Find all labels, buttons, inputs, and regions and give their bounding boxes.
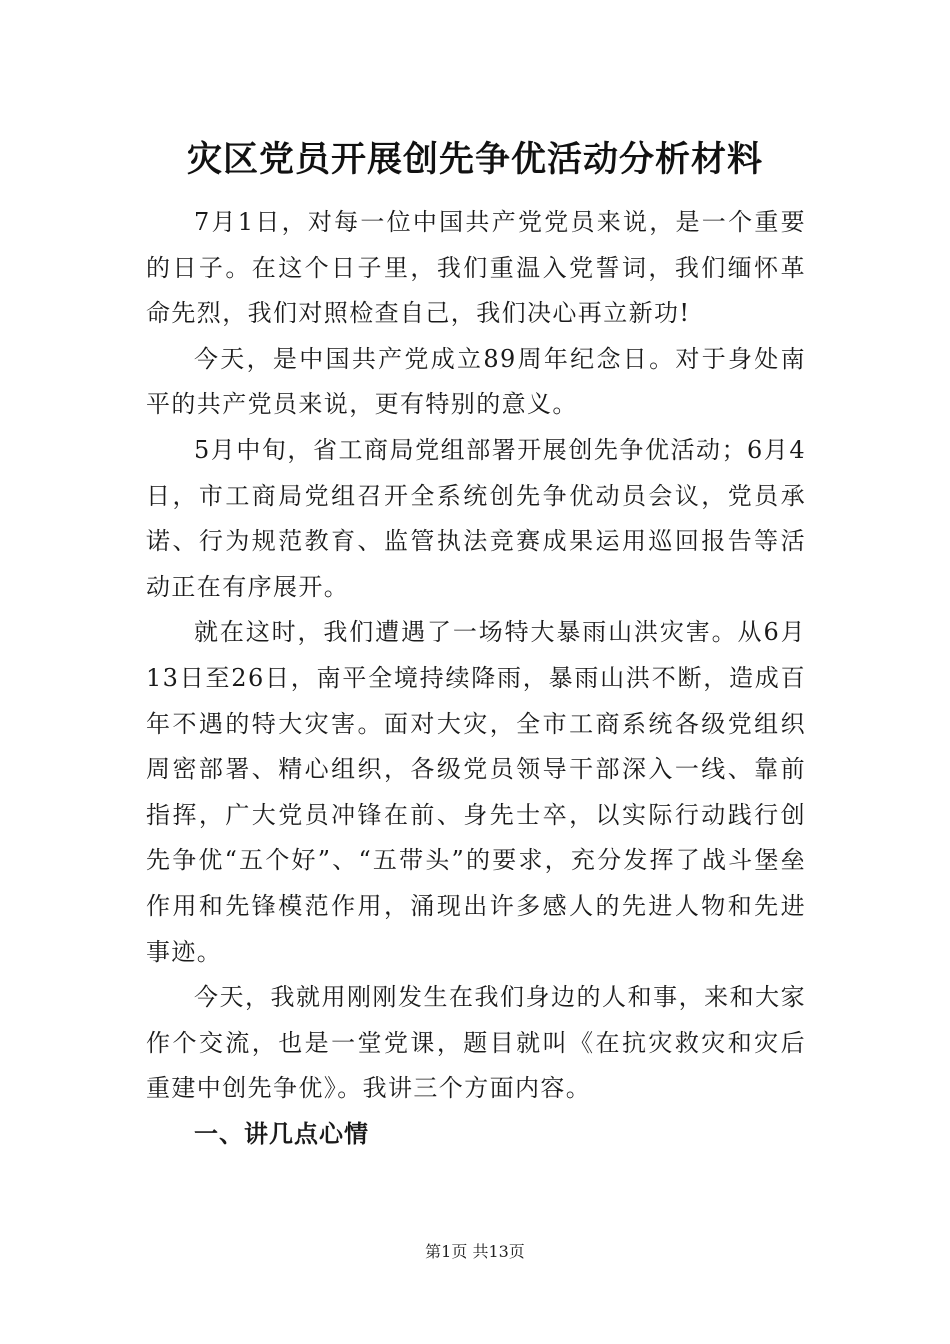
paragraph: 今天，是中国共产党成立89周年纪念日。对于身处南平的共产党员来说，更有特别的意义。 [146,344,806,419]
section-heading: 一、讲几点心情 [194,1119,369,1148]
paragraph: 就在这时，我们遭遇了一场特大暴雨山洪灾害。从6月13日至26日，南平全境持续降雨，暴雨山洪不断，造成百年不遇的特大灾害。面对大灾，全市工商系统各级党组织周密部署、精心组织，各级党员领导干部深入一线、靠前指挥，广大党员冲锋在前、身先士卒，以实际行动践行创先争优“五个好”、“五带头”的要求，充分发挥了战斗堡垒作用和先锋模范作用，涌现出许多感人的先进人物和先进事迹。 [146,618,806,966]
page-number-footer: 第1页 共13页 [425,1242,525,1261]
document-title: 灾区党员开展创先争优活动分析材料 [186,140,763,180]
document-body [146,200,806,1157]
paragraph: 5月中旬，省工商局党组部署开展创先争优活动；6月4日，市工商局党组召开全系统创先争优动员会议，党员承诺、行为规范教育、监管执法竞赛成果运用巡回报告等活动正在有序展开。 [146,435,806,601]
paragraph: 7月1日，对每一位中国共产党党员来说，是一个重要的日子。在这个日子里，我们重温入党誓词，我们缅怀革命先烈，我们对照检查自己，我们决心再立新功! [146,208,806,328]
paragraph: 今天，我就用刚刚发生在我们身边的人和事，来和大家作个交流，也是一堂党课，题目就叫《在抗灾救灾和灾后重建中创先争优》。我讲三个方面内容。 [146,983,806,1103]
